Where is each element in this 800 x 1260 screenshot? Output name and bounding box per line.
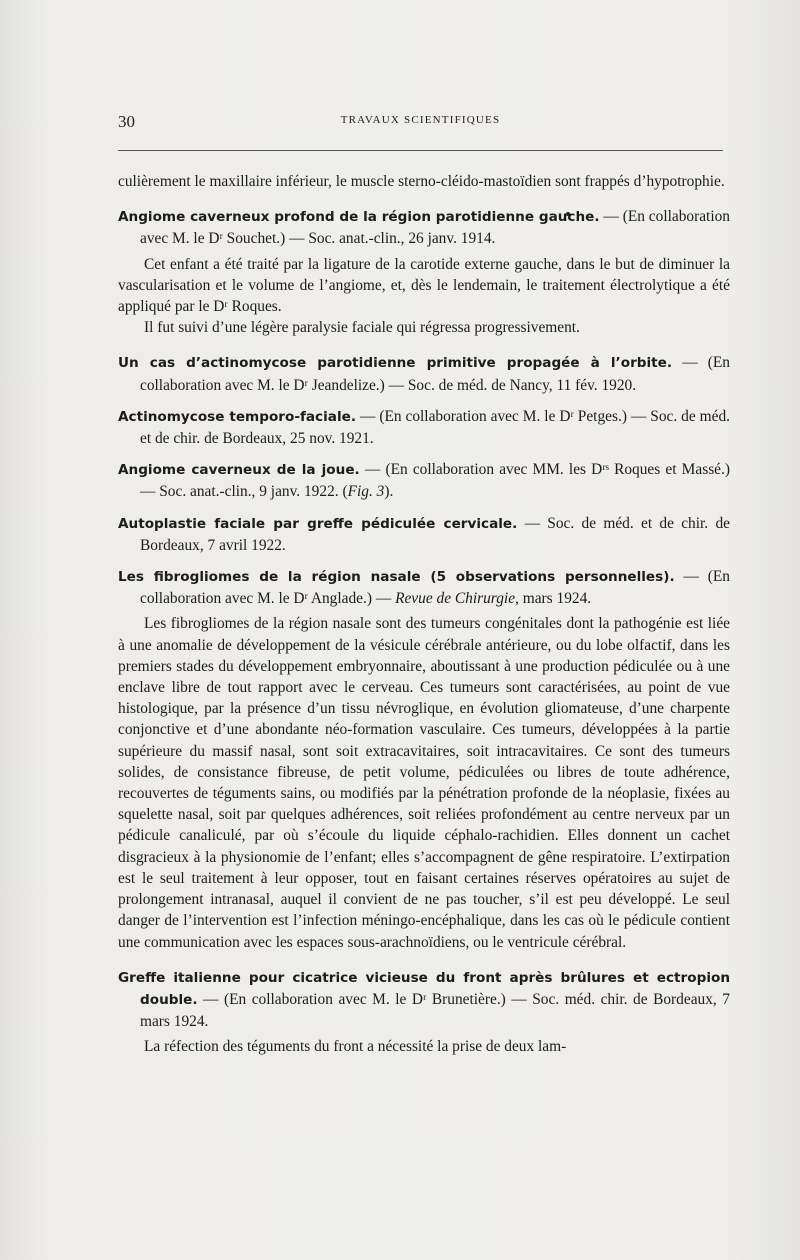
entry-reference: — (En collaboration avec M. le Dʳ Anglade.) — [140,568,730,608]
body-text [118,171,730,1058]
entry-title: Actinomycose temporo-faciale. [118,408,356,425]
journal-name: Revue de Chirurgie [395,590,516,608]
figure-reference: Fig. 3 [347,483,385,501]
header-rule [118,150,723,151]
running-title: TRAVAUX SCIENTIFIQUES [340,114,501,126]
page-number: 30 [118,112,135,131]
entry-title: Angiome caverneux de la joue. [118,462,360,479]
entry-reference: — (En collaboration avec M. le Dʳ Petges.) — Soc. de méd. et de chir. de Bordeaux, 25 nov. 1921. [140,407,730,448]
entry-reference: — (En collaboration avec MM. les Dʳˢ Roques et Massé.) — Soc. anat.-clin., 9 janv. 1922. ( [140,461,730,501]
continuation-paragraph: culièrement le maxillaire inférieur, le muscle sterno-cléido-mastoïdien sont frappés d’hypotrophie. [118,173,725,190]
page-header [118,112,723,136]
entry-reference: — Soc. de méd. et de chir. de Bordeaux, 7 avril 1922. [140,514,730,554]
entry-title: Angiome caverneux profond de la région parotidienne gauche. [118,209,600,226]
entry-title: Un cas d’actinomycose parotidienne primitive propagée à l’orbite. [118,355,673,372]
entry-angiome-joue [118,459,730,502]
entry-date: , mars 1924. [515,590,592,608]
paragraph: Les fibrogliomes de la région nasale sont des tumeurs congénitales dont la pathogénie est liée à une anomalie de développement de la vésicule cérébrale antérieure, ou du lobe olfactif, dans les premiers stades du développement embryonnaire, aboutissant à une production pédiculée ou à une enclave libre de tout rapport avec le cerveau. Ces tumeurs sont caractérisées, au point de vue histologique, par la présence d’un tissu névroglique, en évolution gliomateuse, d’une charpente conjonctive et d’une abondante néo-formation vasculaire. Ces tumeurs, développées à la partie supérieure du massif nasal, sont soit extracavitaires, soit intracavitaires. Ce sont des tumeurs solides, de consistance fibreuse, de petit volume, pédiculées ou libres de toute adhérence, recouvertes de téguments sains, ou modifiés par la pénétration profonde de la néoplasie, fixées au squelette nasal, soit par quelques adhérences, soit reliées profondément au centre nerveux par un pédicule canaliculé, par où s’écoule du liquide céphalo-rachidien. Elles donnent un cachet disgracieux à la physionomie de l’enfant; elles s’accompagnent de gêne respiratoire. L’extirpation est le seul traitement à leur opposer, tout en faisant certaines réserves opératoires au sujet de prolongement intranasal, auquel il convient de ne pas toucher, s’il est peu développé. Le seul danger de l’intervention est l’infection méningo-encéphalique, dans les cas où le pédicule contient une communication avec les espaces sous-arachnoïdiens, ou le ventricule cérébral. [118,615,730,951]
entry-autoplastie-faciale [118,513,730,556]
entry-reference: — (En collaboration avec M. le Dʳ Souchet.) — Soc. anat.-clin., 26 janv. 1914. [140,208,730,248]
entry-fibrogliomes [118,566,730,609]
entry-title: Les fibrogliomes de la région nasale (5 observations personnelles). [118,569,675,586]
entry-greffe-italienne [118,967,730,1033]
entry-reference-end: ). [384,483,394,501]
entry-title: Greffe italienne pour cicatrice vicieuse du front après brûlures et ectropion double. [118,969,730,1008]
entry-title: Autoplastie faciale par greffe pédiculée cervicale. [118,515,518,532]
paragraph: Il fut suivi d’une légère paralysie faciale qui régressa progressivement. [144,319,580,337]
entry-reference: — (En collaboration avec M. le Dʳ Brunetière.) — Soc. méd. chir. de Bordeaux, 7 mars 1924. [140,990,730,1031]
entry-actinomycose-parotidienne [118,352,730,395]
paragraph: La réfection des téguments du front a nécessité la prise de deux lam- [144,1038,567,1056]
paragraph: Cet enfant a été traité par la ligature de la carotide externe gauche, dans le but de diminuer la vascularisation et le volume de l’angiome, et, dès le lendemain, le traitement électrolytique a été appliqué par le Dʳ Roques. [118,255,730,316]
entry-angiome-parotidien [118,206,730,249]
entry-actinomycose-temporo-faciale [118,406,730,449]
entry-reference: — (En collaboration avec M. le Dʳ Jeandelize.) — Soc. de méd. de Nancy, 11 fév. 1920. [140,354,730,394]
